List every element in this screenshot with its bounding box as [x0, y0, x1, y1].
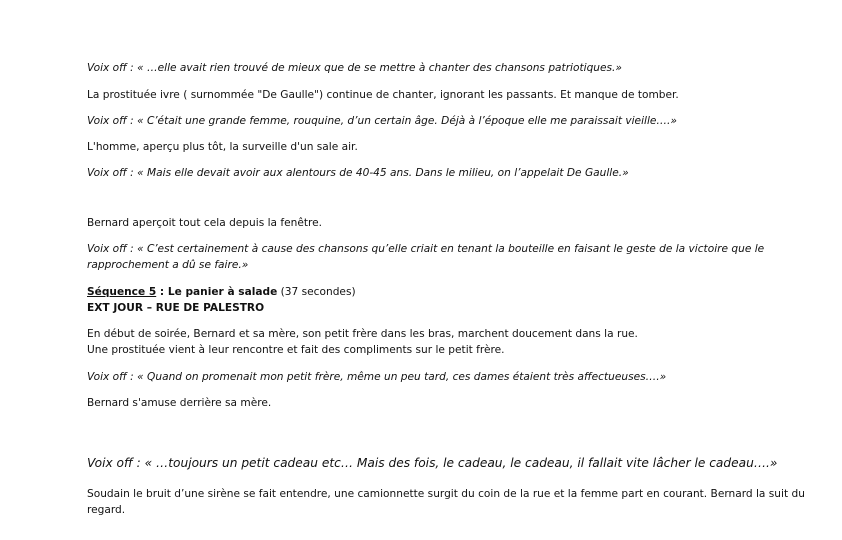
action-line-6b: regard.: [87, 504, 126, 516]
sequence-separator: :: [156, 286, 168, 298]
sequence-number: Séquence 5: [87, 286, 157, 298]
action-line-4b: Une prostituée vient à leur rencontre et fait des compliments sur le petit frère.: [87, 344, 505, 356]
voice-over-line-1: Voix off : « …elle avait rien trouvé de mieux que de se mettre à chanter des chansons patriotiques.»: [87, 62, 622, 74]
voice-over-line-4a: Voix off : « C’est certainement à cause des chansons qu’elle criait en tenant la bouteille en faisant le geste de la victoire que le: [87, 243, 765, 255]
voice-over-line-2: Voix off : « C’était une grande femme, rouquine, d’un certain âge. Déjà à l’époque elle me paraissait vieille….»: [87, 115, 677, 127]
sequence-heading: [87, 284, 817, 316]
action-line-4: [87, 326, 817, 358]
action-line-2: L'homme, aperçu plus tôt, la surveille d'un sale air.: [87, 141, 358, 153]
sequence-title: Le panier à salade: [167, 286, 278, 298]
action-line-1: La prostituée ivre ( surnommée "De Gaulle") continue de chanter, ignorant les passants. Et manque de tomber.: [87, 89, 679, 101]
sequence-duration: (37 secondes): [277, 286, 356, 298]
sequence-title-line: [87, 284, 817, 300]
voice-over-line-5: Voix off : « Quand on promenait mon petit frère, même un peu tard, ces dames étaient très affectueuses….»: [87, 371, 667, 383]
action-line-3: Bernard aperçoit tout cela depuis la fenêtre.: [87, 217, 323, 229]
action-line-6a: Soudain le bruit d’une sirène se fait entendre, une camionnette surgit du coin de la rue et la femme part en courant. Bernard la suit du: [87, 488, 805, 500]
voice-over-line-4: [87, 241, 817, 273]
sequence-location: EXT JOUR – RUE DE PALESTRO: [87, 302, 265, 314]
action-line-4a: En début de soirée, Bernard et sa mère, son petit frère dans les bras, marchent doucement dans la rue.: [87, 328, 638, 340]
action-line-6: [87, 486, 817, 518]
voice-over-line-4b: rapprochement a dû se faire.»: [87, 259, 249, 271]
voice-over-line-6: Voix off : « …toujours un petit cadeau etc… Mais des fois, le cadeau, le cadeau, il fallait vite lâcher le cadeau….»: [87, 456, 778, 470]
action-line-5: Bernard s'amuse derrière sa mère.: [87, 397, 272, 409]
voice-over-line-3: Voix off : « Mais elle devait avoir aux alentours de 40-45 ans. Dans le milieu, on l’appelait De Gaulle.»: [87, 167, 629, 179]
